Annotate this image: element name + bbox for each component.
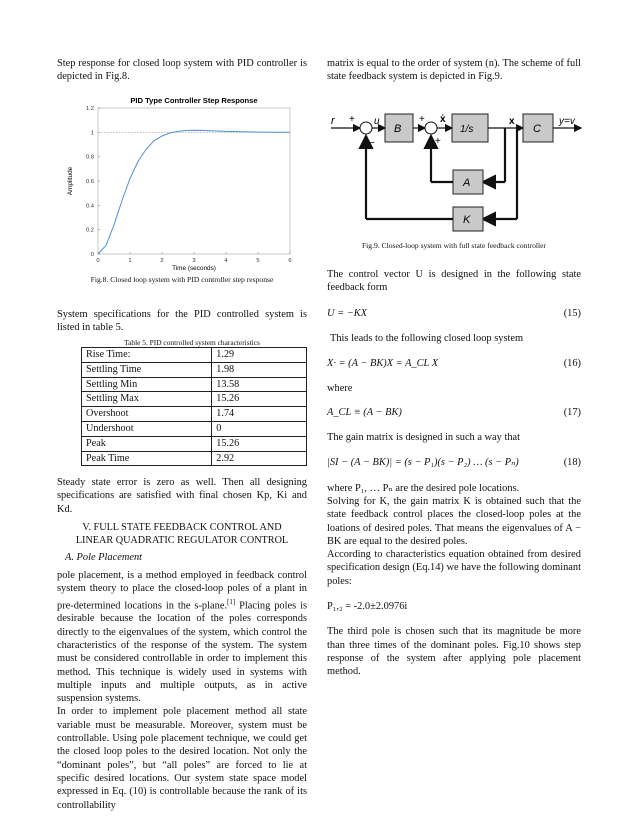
- x-tick-label: 6: [288, 258, 292, 264]
- label-plus1: +: [349, 114, 355, 125]
- subsection-title: [57, 551, 307, 564]
- table-row: [82, 392, 307, 407]
- table-cell-label: Peak Time: [82, 451, 212, 466]
- spec-intro: System specifications for the PID controlled system is listed in table 5.: [57, 309, 307, 334]
- x-tick-label: 3: [192, 258, 196, 264]
- table-cell-value: 0: [212, 421, 307, 436]
- label-plus2: +: [419, 114, 425, 125]
- spec-table: [81, 347, 307, 466]
- eq17-num: (17): [563, 406, 581, 418]
- y-tick-label: 0: [90, 252, 94, 258]
- label-yv: y=v: [559, 116, 575, 127]
- table-cell-label: Settling Max: [82, 392, 212, 407]
- table-block: [57, 338, 307, 466]
- para2: In order to implement pole placement method all state variable must be measurable. Moreover, system must be controllable. Using pole placement technique, we could get the closed loop poles to the desired location. Not only the “dominant poles”, but “all poles” are forced to lie at specific desired locations. Our system state space model expressed in Eq. (10) is controllable because the rank of its controllability: [57, 706, 307, 811]
- control-vector-text: The control vector U is designed in the following state feedback form: [327, 269, 581, 294]
- eq16-expr: X· = (A − BK)X = A_CL X: [327, 358, 439, 370]
- para1-b: Placing poles is desirable because the location of the poles corresponds directly to the eigenvalues of the system, which control the characteristics of the response of the system. The system must be considered controllable in order to implement this method. This technique is widely used in systems with multiple inputs and multiple outputs, as in active suspension systems.: [57, 600, 308, 705]
- eq16-num: (16): [563, 358, 581, 370]
- y-tick-label: 0.4: [85, 203, 94, 210]
- poles-value: P₁,₂ = -2.0±2.0976i: [327, 601, 408, 613]
- x-axis-label: Time (seconds): [172, 265, 216, 272]
- eq15-num: (15): [563, 307, 581, 319]
- para1-ref: [1]: [227, 597, 236, 606]
- table-row: [82, 421, 307, 436]
- continuation-text: matrix is equal to the order of system (n). The scheme of full state feedback system is depicted in Fig.9.: [327, 58, 581, 83]
- table-cell-value: 15.26: [212, 392, 307, 407]
- steady-state-para: [57, 476, 307, 516]
- table-cell-label: Overshoot: [82, 407, 212, 422]
- table-cell-label: Undershoot: [82, 421, 212, 436]
- x-tick-label: 4: [224, 258, 228, 264]
- where-poles-text: where P₁, … Pₙ are the desired pole locations.: [327, 482, 520, 494]
- y-tick-label: 1.2: [85, 106, 94, 112]
- label-B: B: [394, 123, 402, 135]
- third-pole-text: The third pole is chosen such that its magnitude be more than three times of the dominant poles. Fig.10 shows step response of the system after applying pole placement method.: [327, 626, 581, 678]
- table-intro: [57, 308, 307, 335]
- table-cell-value: 1.74: [212, 407, 307, 422]
- subsection-label: A. Pole Placement: [65, 552, 143, 563]
- chart-title: PID Type Controller Step Response: [130, 96, 258, 105]
- table-cell-value: 1.98: [212, 362, 307, 377]
- eq18-num: (18): [563, 457, 581, 469]
- table-row: [82, 362, 307, 377]
- fig9-caption: Fig.9. Closed-loop system with full state feedback controller: [361, 241, 547, 250]
- label-x: x: [509, 116, 515, 127]
- section-title: V. FULL STATE FEEDBACK CONTROL AND LINEAR QUADRATIC REGULATOR CONTROL: [75, 522, 289, 546]
- label-integ: 1/s: [460, 124, 474, 135]
- eq18-expr: |SI − (A − BK)| = (s − P₁)(s − P₂) … (s − Pₙ): [327, 457, 519, 469]
- table-cell-label: Rise Time:: [82, 348, 212, 363]
- label-plus3: +: [435, 136, 441, 147]
- label-u: u: [374, 116, 380, 127]
- table-row: [82, 377, 307, 392]
- right-body: [327, 268, 581, 679]
- eq18: [327, 456, 581, 469]
- steady-state-text: Steady state error is zero as well. Then all designing specifications are satisfied with final chosen Kp, Ki and Kd.: [57, 477, 307, 515]
- label-xdot: ẋ: [440, 114, 446, 125]
- label-C: C: [533, 123, 541, 135]
- gain-intro-text: The gain matrix is designed in such a way that: [327, 432, 521, 444]
- eq16: [327, 357, 581, 370]
- table-cell-value: 15.26: [212, 436, 307, 451]
- eq15-expr: U = −KX: [327, 307, 367, 319]
- x-tick-label: 5: [256, 258, 260, 264]
- table-cell-value: 13.58: [212, 377, 307, 392]
- fig9-diagram: [327, 100, 585, 240]
- leads-text: This leads to the following closed loop system: [330, 332, 524, 344]
- fig8-intro: Step response for closed loop system with PID controller is depicted in Fig.8.: [57, 58, 307, 83]
- solving-text: Solving for K, the gain matrix K is obtained such that the state feedback control places the closed-loop poles at the loations of desired poles. That means the eigenvalues of A − BK are equal to the desired poles.: [327, 495, 581, 547]
- eq17-expr: A_CL ≡ (A − BK): [327, 406, 402, 418]
- x-tick-label: 0: [96, 258, 100, 264]
- y-tick-label: 1: [90, 130, 94, 137]
- y-tick-label: 0.6: [85, 179, 94, 185]
- fig8-caption: Fig.8. Closed loop system with PID controller step response: [90, 275, 274, 284]
- label-K: K: [463, 214, 471, 226]
- table-row: [82, 436, 307, 451]
- table-cell-label: Peak: [82, 436, 212, 451]
- x-tick-label: 2: [160, 258, 164, 264]
- label-minus1: −: [369, 138, 375, 149]
- table-cell-label: Settling Min: [82, 377, 212, 392]
- table-caption: Table 5. PID controlled system characteristics: [124, 338, 260, 347]
- para1: [57, 569, 307, 705]
- y-tick-label: 0.8: [85, 154, 94, 161]
- pole-placement-body: [57, 569, 307, 812]
- x-tick-label: 1: [128, 258, 132, 264]
- table-row: [82, 451, 307, 466]
- label-A: A: [463, 177, 471, 189]
- table-row: [82, 407, 307, 422]
- right-top: [327, 57, 581, 84]
- fig8-chart: [64, 94, 310, 272]
- table-cell-label: Settling Time: [82, 362, 212, 377]
- para1-a: pole placement, is a method employed in feedback control system theory to place the closed-loop poles of a plant in pre-determined locations in the s-plane.: [57, 570, 307, 612]
- y-axis-label: Amplitude: [67, 166, 74, 196]
- according-text: According to characteristics equation obtained from desired specification design (Eq.14) we have the following dominant poles:: [327, 549, 581, 587]
- left-column: [57, 57, 307, 84]
- eq15: [327, 307, 581, 320]
- table-cell-value: 1.29: [212, 348, 307, 363]
- eq17: [327, 406, 581, 419]
- table-cell-value: 2.92: [212, 451, 307, 466]
- y-tick-label: 0.2: [85, 227, 94, 234]
- where-text: where: [327, 383, 353, 395]
- label-r: r: [331, 115, 335, 127]
- table-row: [82, 348, 307, 363]
